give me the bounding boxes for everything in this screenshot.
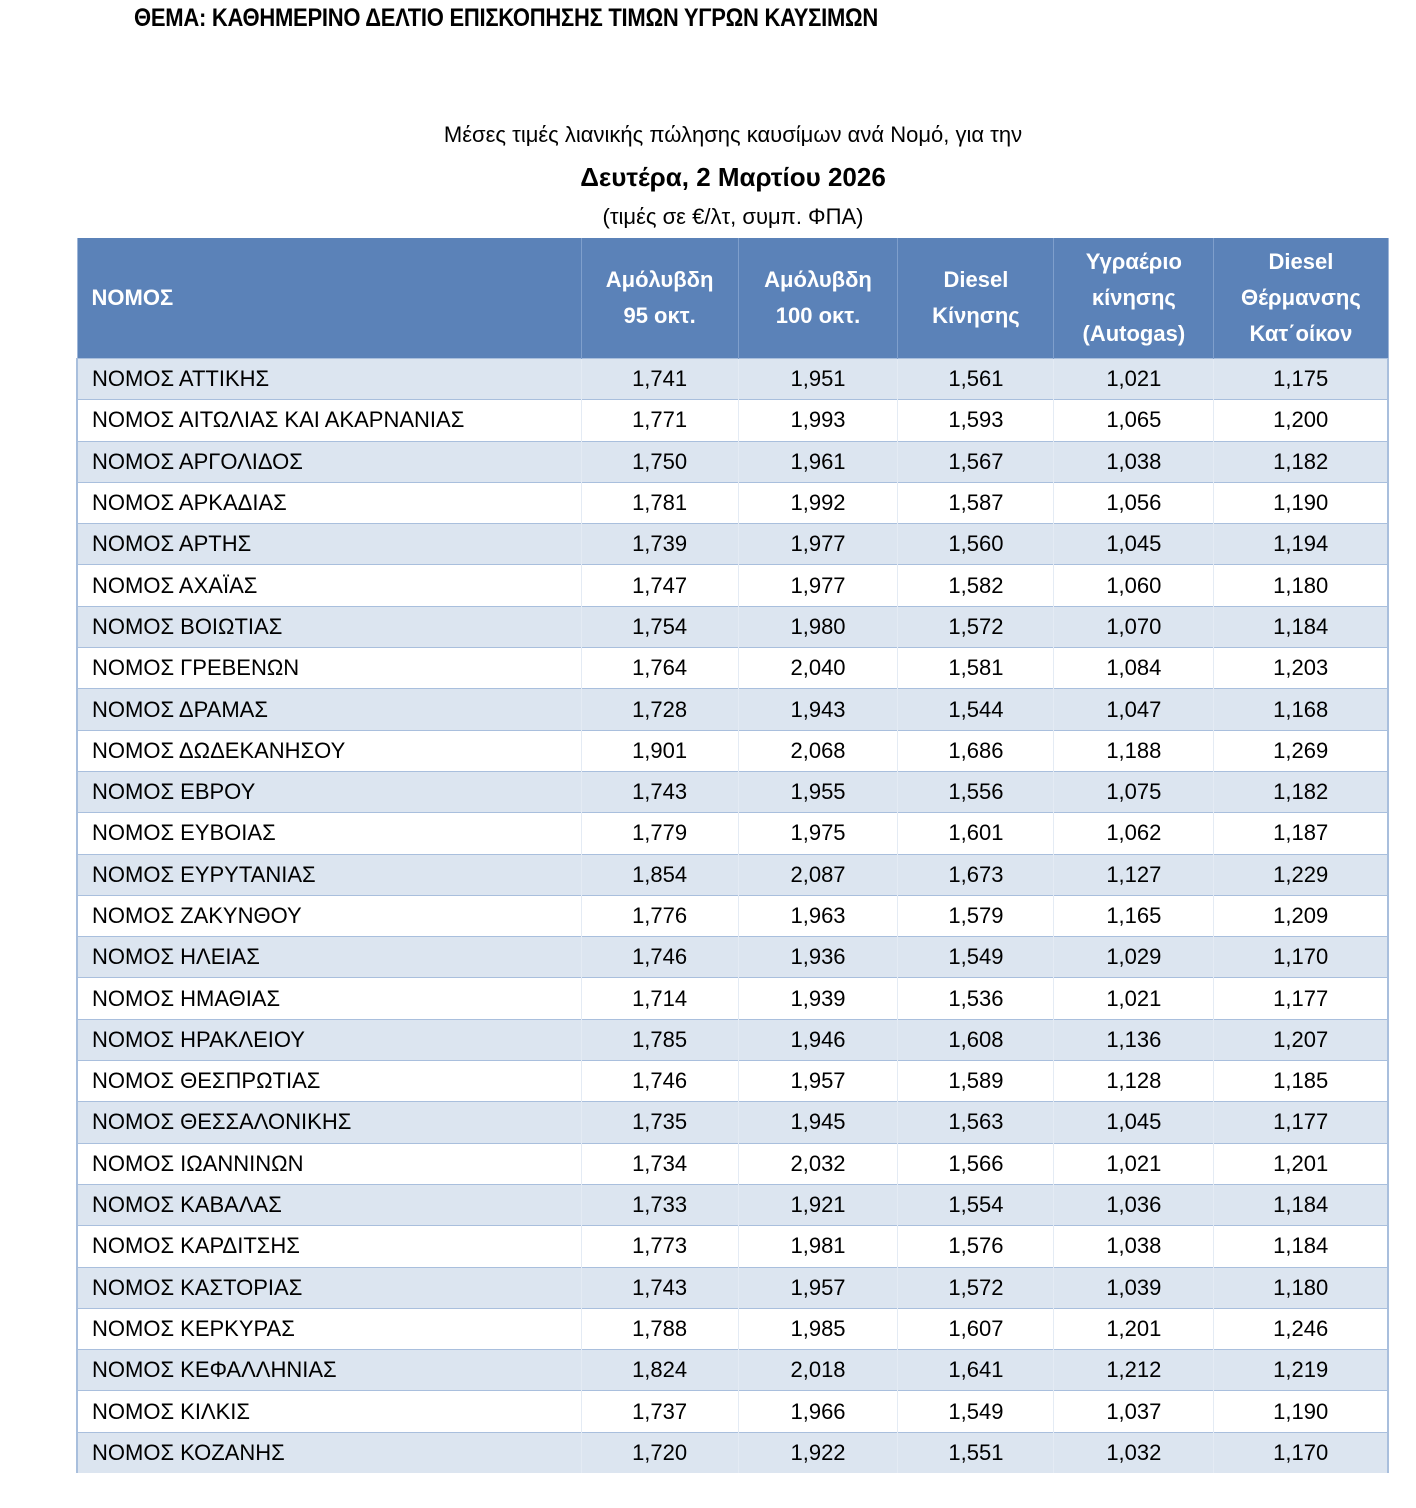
prefecture-cell: ΝΟΜΟΣ ΚΑΣΤΟΡΙΑΣ — [77, 1267, 581, 1308]
table-row — [77, 689, 1388, 730]
diesel-motion-cell: 1,549 — [898, 937, 1054, 978]
table-row — [77, 1102, 1388, 1143]
heating-diesel-cell: 1,177 — [1214, 1102, 1388, 1143]
table-row — [77, 771, 1388, 812]
unleaded-95-cell: 1,741 — [581, 359, 738, 400]
unleaded-100-cell: 1,957 — [738, 1061, 898, 1102]
table-row — [77, 1308, 1388, 1349]
autogas-cell: 1,127 — [1054, 854, 1214, 895]
table-row — [77, 359, 1388, 400]
unleaded-100-cell: 1,939 — [738, 978, 898, 1019]
unleaded-100-cell: 1,966 — [738, 1391, 898, 1432]
table-row — [77, 1184, 1388, 1225]
prefecture-cell: ΝΟΜΟΣ ΚΑΡΔΙΤΣΗΣ — [77, 1226, 581, 1267]
heating-diesel-cell: 1,190 — [1214, 482, 1388, 523]
prefecture-cell: ΝΟΜΟΣ ΑΡΤΗΣ — [77, 524, 581, 565]
autogas-cell: 1,032 — [1054, 1432, 1214, 1473]
unleaded-95-cell: 1,764 — [581, 648, 738, 689]
autogas-cell: 1,075 — [1054, 771, 1214, 812]
autogas-cell: 1,021 — [1054, 359, 1214, 400]
unleaded-95-cell: 1,720 — [581, 1432, 738, 1473]
autogas-cell: 1,021 — [1054, 978, 1214, 1019]
document-title: ΘΕΜΑ: ΚΑΘΗΜΕΡΙΝΟ ΔΕΛΤΙΟ ΕΠΙΣΚΟΠΗΣΗΣ ΤΙΜΩΝ ΥΓΡΩΝ ΚΑΥΣΙΜΩΝ — [134, 4, 879, 32]
heating-diesel-cell: 1,200 — [1214, 400, 1388, 441]
diesel-motion-cell: 1,566 — [898, 1143, 1054, 1184]
subtitle: Μέσες τιμές λιανικής πώλησης καυσίμων ανά Νομό, για την — [443, 122, 1023, 147]
unleaded-100-cell: 1,921 — [738, 1184, 898, 1225]
unleaded-100-cell: 1,951 — [738, 359, 898, 400]
unleaded-100-cell: 1,946 — [738, 1019, 898, 1060]
diesel-motion-cell: 1,673 — [898, 854, 1054, 895]
diesel-motion-cell: 1,560 — [898, 524, 1054, 565]
unleaded-95-cell: 1,728 — [581, 689, 738, 730]
table-row — [77, 854, 1388, 895]
autogas-cell: 1,038 — [1054, 441, 1214, 482]
unleaded-100-cell: 1,977 — [738, 524, 898, 565]
heating-diesel-cell: 1,170 — [1214, 937, 1388, 978]
diesel-motion-cell: 1,561 — [898, 359, 1054, 400]
unleaded-95-cell: 1,901 — [581, 730, 738, 771]
diesel-motion-cell: 1,608 — [898, 1019, 1054, 1060]
unleaded-100-cell: 1,977 — [738, 565, 898, 606]
heating-diesel-cell: 1,219 — [1214, 1350, 1388, 1391]
table-row — [77, 1391, 1388, 1432]
unleaded-100-cell: 2,032 — [738, 1143, 898, 1184]
heating-diesel-cell: 1,177 — [1214, 978, 1388, 1019]
autogas-cell: 1,039 — [1054, 1267, 1214, 1308]
autogas-cell: 1,037 — [1054, 1391, 1214, 1432]
unleaded-100-cell: 1,961 — [738, 441, 898, 482]
autogas-cell: 1,029 — [1054, 937, 1214, 978]
unleaded-100-cell: 1,957 — [738, 1267, 898, 1308]
column-header-diesel-motion: Diesel Κίνησης — [898, 238, 1054, 359]
table-row — [77, 1432, 1388, 1473]
table-row — [77, 400, 1388, 441]
unleaded-100-cell: 1,981 — [738, 1226, 898, 1267]
heating-diesel-cell: 1,182 — [1214, 441, 1388, 482]
prefecture-cell: ΝΟΜΟΣ ΙΩΑΝΝΙΝΩΝ — [77, 1143, 581, 1184]
diesel-motion-cell: 1,589 — [898, 1061, 1054, 1102]
unleaded-100-cell: 2,040 — [738, 648, 898, 689]
heating-diesel-cell: 1,170 — [1214, 1432, 1388, 1473]
heating-diesel-cell: 1,190 — [1214, 1391, 1388, 1432]
diesel-motion-cell: 1,587 — [898, 482, 1054, 523]
table-row — [77, 1226, 1388, 1267]
prefecture-cell: ΝΟΜΟΣ ΖΑΚΥΝΘΟΥ — [77, 895, 581, 936]
prefecture-cell: ΝΟΜΟΣ ΚΙΛΚΙΣ — [77, 1391, 581, 1432]
unleaded-100-cell: 2,068 — [738, 730, 898, 771]
heating-diesel-cell: 1,229 — [1214, 854, 1388, 895]
heating-diesel-cell: 1,168 — [1214, 689, 1388, 730]
prefecture-cell: ΝΟΜΟΣ ΑΡΓΟΛΙΔΟΣ — [77, 441, 581, 482]
diesel-motion-cell: 1,554 — [898, 1184, 1054, 1225]
diesel-motion-cell: 1,567 — [898, 441, 1054, 482]
autogas-cell: 1,021 — [1054, 1143, 1214, 1184]
unleaded-100-cell: 1,980 — [738, 606, 898, 647]
autogas-cell: 1,084 — [1054, 648, 1214, 689]
prefecture-cell: ΝΟΜΟΣ ΗΜΑΘΙΑΣ — [77, 978, 581, 1019]
autogas-cell: 1,047 — [1054, 689, 1214, 730]
table-row — [77, 895, 1388, 936]
heating-diesel-cell: 1,207 — [1214, 1019, 1388, 1060]
diesel-motion-cell: 1,563 — [898, 1102, 1054, 1143]
prefecture-cell: ΝΟΜΟΣ ΓΡΕΒΕΝΩΝ — [77, 648, 581, 689]
prefecture-cell: ΝΟΜΟΣ ΔΩΔΕΚΑΝΗΣΟΥ — [77, 730, 581, 771]
unleaded-100-cell: 1,955 — [738, 771, 898, 812]
unleaded-100-cell: 1,963 — [738, 895, 898, 936]
heating-diesel-cell: 1,184 — [1214, 1226, 1388, 1267]
unleaded-95-cell: 1,771 — [581, 400, 738, 441]
unleaded-95-cell: 1,824 — [581, 1350, 738, 1391]
table-row — [77, 937, 1388, 978]
prefecture-cell: ΝΟΜΟΣ ΘΕΣΣΑΛΟΝΙΚΗΣ — [77, 1102, 581, 1143]
heating-diesel-cell: 1,182 — [1214, 771, 1388, 812]
diesel-motion-cell: 1,686 — [898, 730, 1054, 771]
table-row — [77, 606, 1388, 647]
column-header-unleaded-95: Αμόλυβδη 95 οκτ. — [581, 238, 738, 359]
unleaded-95-cell: 1,743 — [581, 771, 738, 812]
table-row — [77, 1143, 1388, 1184]
autogas-cell: 1,036 — [1054, 1184, 1214, 1225]
heating-diesel-cell: 1,175 — [1214, 359, 1388, 400]
unleaded-100-cell: 1,985 — [738, 1308, 898, 1349]
heating-diesel-cell: 1,201 — [1214, 1143, 1388, 1184]
prefecture-cell: ΝΟΜΟΣ ΑΡΚΑΔΙΑΣ — [77, 482, 581, 523]
heating-diesel-cell: 1,184 — [1214, 606, 1388, 647]
autogas-cell: 1,136 — [1054, 1019, 1214, 1060]
unleaded-100-cell: 1,936 — [738, 937, 898, 978]
table-row — [77, 482, 1388, 523]
prefecture-cell: ΝΟΜΟΣ ΚΕΡΚΥΡΑΣ — [77, 1308, 581, 1349]
fuel-prices-table — [76, 238, 1389, 1473]
table-row — [77, 1267, 1388, 1308]
autogas-cell: 1,038 — [1054, 1226, 1214, 1267]
unleaded-100-cell: 2,087 — [738, 854, 898, 895]
heating-diesel-cell: 1,180 — [1214, 565, 1388, 606]
diesel-motion-cell: 1,601 — [898, 813, 1054, 854]
unleaded-95-cell: 1,737 — [581, 1391, 738, 1432]
diesel-motion-cell: 1,572 — [898, 606, 1054, 647]
unleaded-100-cell: 1,922 — [738, 1432, 898, 1473]
diesel-motion-cell: 1,549 — [898, 1391, 1054, 1432]
column-header-prefecture: ΝΟΜΟΣ — [77, 238, 581, 359]
autogas-cell: 1,062 — [1054, 813, 1214, 854]
prefecture-cell: ΝΟΜΟΣ ΚΑΒΑΛΑΣ — [77, 1184, 581, 1225]
heating-diesel-cell: 1,187 — [1214, 813, 1388, 854]
unleaded-95-cell: 1,788 — [581, 1308, 738, 1349]
autogas-cell: 1,045 — [1054, 524, 1214, 565]
unleaded-100-cell: 1,943 — [738, 689, 898, 730]
unleaded-95-cell: 1,779 — [581, 813, 738, 854]
table-row — [77, 730, 1388, 771]
unleaded-95-cell: 1,733 — [581, 1184, 738, 1225]
prefecture-cell: ΝΟΜΟΣ ΑΤΤΙΚΗΣ — [77, 359, 581, 400]
diesel-motion-cell: 1,576 — [898, 1226, 1054, 1267]
unleaded-95-cell: 1,773 — [581, 1226, 738, 1267]
autogas-cell: 1,212 — [1054, 1350, 1214, 1391]
unleaded-95-cell: 1,750 — [581, 441, 738, 482]
table-row — [77, 978, 1388, 1019]
diesel-motion-cell: 1,544 — [898, 689, 1054, 730]
diesel-motion-cell: 1,579 — [898, 895, 1054, 936]
unleaded-100-cell: 2,018 — [738, 1350, 898, 1391]
autogas-cell: 1,165 — [1054, 895, 1214, 936]
heating-diesel-cell: 1,209 — [1214, 895, 1388, 936]
diesel-motion-cell: 1,581 — [898, 648, 1054, 689]
table-header-row — [77, 238, 1388, 359]
table-row — [77, 813, 1388, 854]
heating-diesel-cell: 1,203 — [1214, 648, 1388, 689]
unleaded-95-cell: 1,714 — [581, 978, 738, 1019]
heating-diesel-cell: 1,194 — [1214, 524, 1388, 565]
diesel-motion-cell: 1,536 — [898, 978, 1054, 1019]
heating-diesel-cell: 1,185 — [1214, 1061, 1388, 1102]
unleaded-95-cell: 1,746 — [581, 937, 738, 978]
diesel-motion-cell: 1,607 — [898, 1308, 1054, 1349]
prefecture-cell: ΝΟΜΟΣ ΑΙΤΩΛΙΑΣ ΚΑΙ ΑΚΑΡΝΑΝΙΑΣ — [77, 400, 581, 441]
autogas-cell: 1,045 — [1054, 1102, 1214, 1143]
unleaded-95-cell: 1,735 — [581, 1102, 738, 1143]
table-row — [77, 565, 1388, 606]
column-header-unleaded-100: Αμόλυβδη 100 οκτ. — [738, 238, 898, 359]
prefecture-cell: ΝΟΜΟΣ ΕΒΡΟΥ — [77, 771, 581, 812]
prefecture-cell: ΝΟΜΟΣ ΕΥΡΥΤΑΝΙΑΣ — [77, 854, 581, 895]
diesel-motion-cell: 1,556 — [898, 771, 1054, 812]
heating-diesel-cell: 1,246 — [1214, 1308, 1388, 1349]
report-date: Δευτέρα, 2 Μαρτίου 2026 — [580, 162, 886, 192]
unleaded-95-cell: 1,739 — [581, 524, 738, 565]
table-row — [77, 648, 1388, 689]
table-row — [77, 441, 1388, 482]
unleaded-100-cell: 1,945 — [738, 1102, 898, 1143]
column-header-autogas: Υγραέριο κίνησης (Autogas) — [1054, 238, 1214, 359]
table-body — [77, 359, 1388, 1474]
unleaded-95-cell: 1,776 — [581, 895, 738, 936]
column-header-heating-diesel: Diesel Θέρμανσης Κατ΄οίκον — [1214, 238, 1388, 359]
unleaded-95-cell: 1,743 — [581, 1267, 738, 1308]
table-row — [77, 524, 1388, 565]
diesel-motion-cell: 1,593 — [898, 400, 1054, 441]
autogas-cell: 1,070 — [1054, 606, 1214, 647]
prefecture-cell: ΝΟΜΟΣ ΗΛΕΙΑΣ — [77, 937, 581, 978]
unleaded-95-cell: 1,734 — [581, 1143, 738, 1184]
units-note: (τιμές σε €/λτ, συμπ. ΦΠΑ) — [602, 204, 864, 229]
diesel-motion-cell: 1,572 — [898, 1267, 1054, 1308]
unleaded-95-cell: 1,854 — [581, 854, 738, 895]
prefecture-cell: ΝΟΜΟΣ ΚΟΖΑΝΗΣ — [77, 1432, 581, 1473]
diesel-motion-cell: 1,582 — [898, 565, 1054, 606]
prefecture-cell: ΝΟΜΟΣ ΔΡΑΜΑΣ — [77, 689, 581, 730]
prefecture-cell: ΝΟΜΟΣ ΘΕΣΠΡΩΤΙΑΣ — [77, 1061, 581, 1102]
diesel-motion-cell: 1,551 — [898, 1432, 1054, 1473]
autogas-cell: 1,201 — [1054, 1308, 1214, 1349]
prefecture-cell: ΝΟΜΟΣ ΒΟΙΩΤΙΑΣ — [77, 606, 581, 647]
autogas-cell: 1,128 — [1054, 1061, 1214, 1102]
unleaded-95-cell: 1,785 — [581, 1019, 738, 1060]
heating-diesel-cell: 1,269 — [1214, 730, 1388, 771]
autogas-cell: 1,188 — [1054, 730, 1214, 771]
table-row — [77, 1061, 1388, 1102]
prefecture-cell: ΝΟΜΟΣ ΑΧΑΪΑΣ — [77, 565, 581, 606]
autogas-cell: 1,060 — [1054, 565, 1214, 606]
unleaded-95-cell: 1,781 — [581, 482, 738, 523]
prefecture-cell: ΝΟΜΟΣ ΚΕΦΑΛΛΗΝΙΑΣ — [77, 1350, 581, 1391]
table-row — [77, 1019, 1388, 1060]
heating-diesel-cell: 1,180 — [1214, 1267, 1388, 1308]
prefecture-cell: ΝΟΜΟΣ ΗΡΑΚΛΕΙΟΥ — [77, 1019, 581, 1060]
unleaded-95-cell: 1,746 — [581, 1061, 738, 1102]
prefecture-cell: ΝΟΜΟΣ ΕΥΒΟΙΑΣ — [77, 813, 581, 854]
unleaded-95-cell: 1,747 — [581, 565, 738, 606]
unleaded-100-cell: 1,992 — [738, 482, 898, 523]
heating-diesel-cell: 1,184 — [1214, 1184, 1388, 1225]
table-row — [77, 1350, 1388, 1391]
autogas-cell: 1,065 — [1054, 400, 1214, 441]
unleaded-95-cell: 1,754 — [581, 606, 738, 647]
unleaded-100-cell: 1,993 — [738, 400, 898, 441]
unleaded-100-cell: 1,975 — [738, 813, 898, 854]
autogas-cell: 1,056 — [1054, 482, 1214, 523]
diesel-motion-cell: 1,641 — [898, 1350, 1054, 1391]
